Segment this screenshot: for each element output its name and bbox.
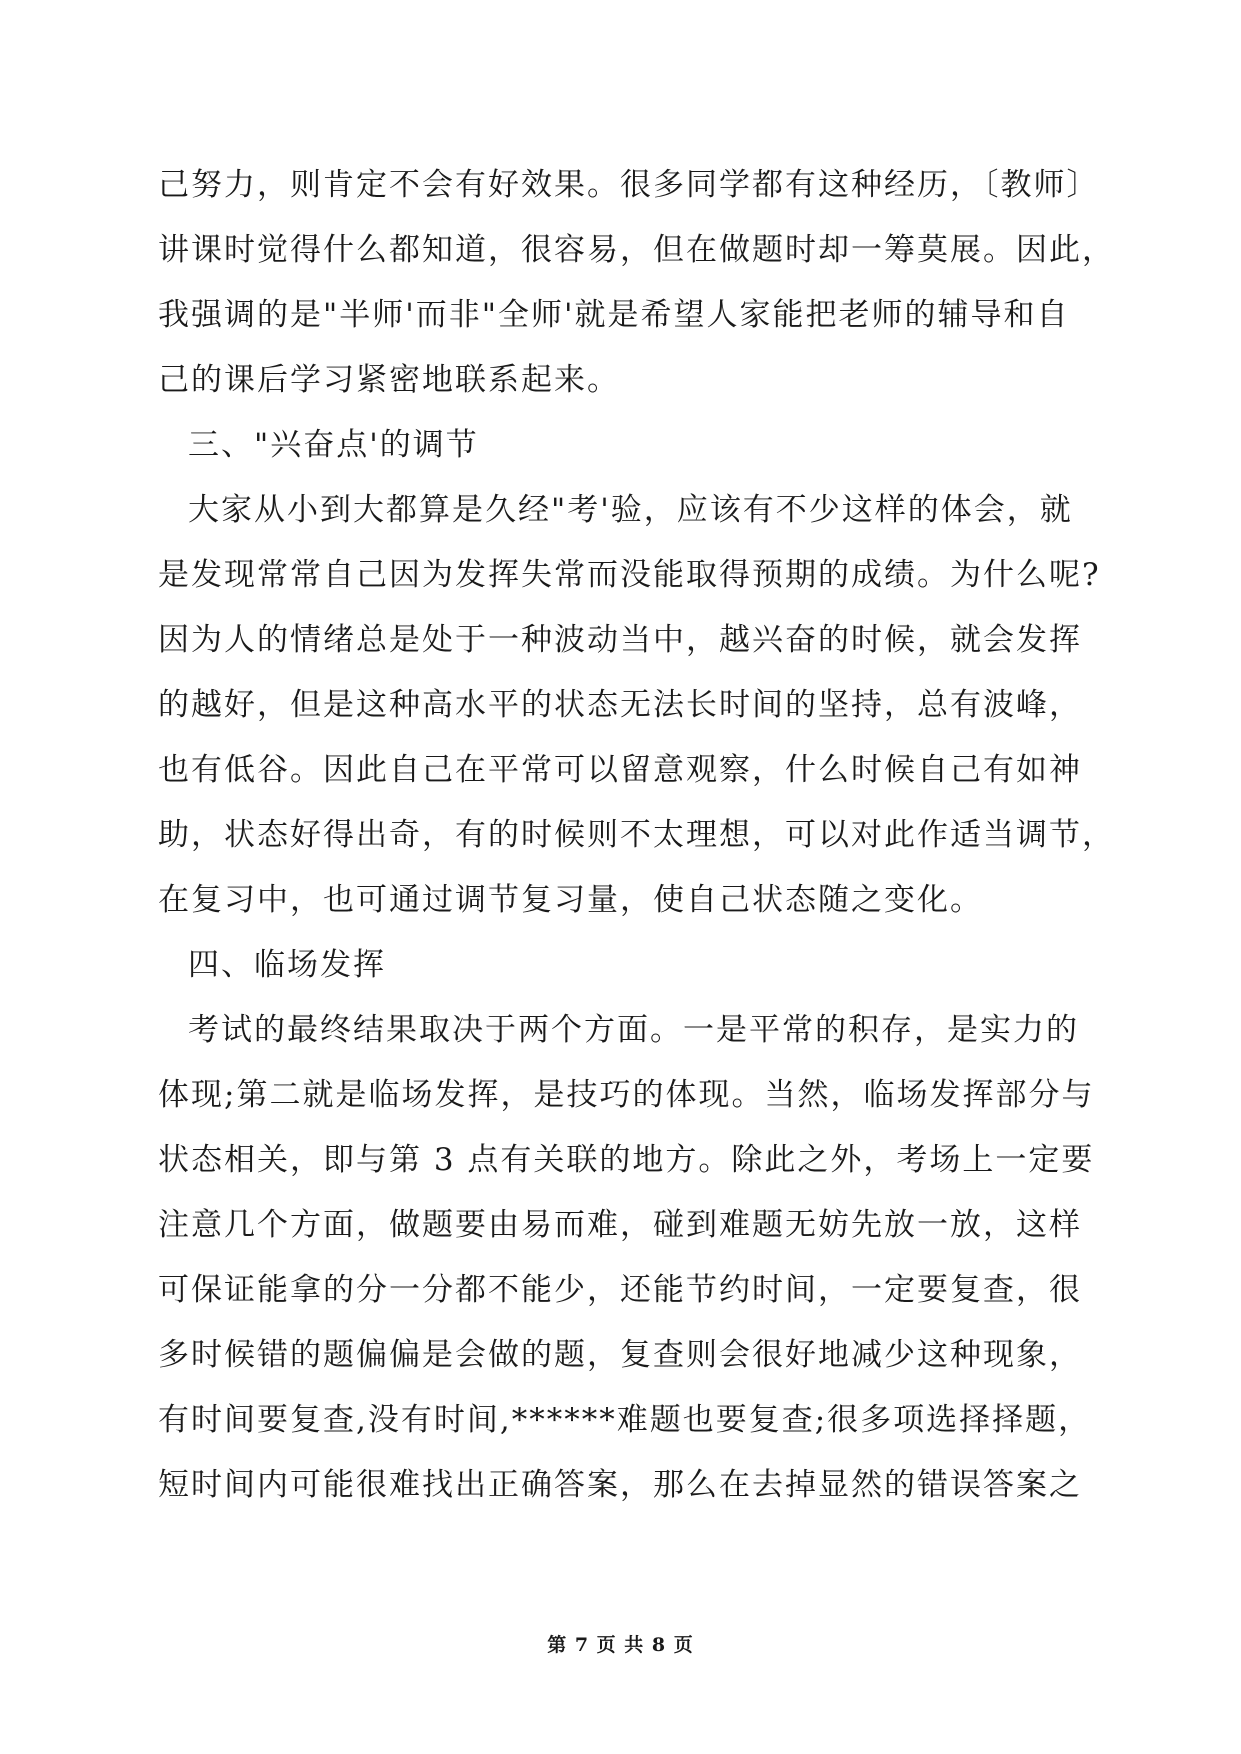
paragraph-line: 多时候错的题偏偏是会做的题，复查则会很好地减少这种现象，	[158, 1337, 1082, 1373]
page-footer: 第 7 页 共 8 页	[547, 1634, 694, 1656]
section-heading: 四、临场发挥	[188, 947, 386, 983]
paragraph-line: 体现;第二就是临场发挥，是技巧的体现。当然，临场发挥部分与	[158, 1077, 1095, 1113]
paragraph-line: 在复习中，也可通过调节复习量，使自己状态随之变化。	[158, 882, 983, 918]
paragraph-line: 是发现常常自己因为发挥失常而没能取得预期的成绩。为什么呢?	[158, 557, 1101, 593]
paragraph-line: 短时间内可能很难找出正确答案，那么在去掉显然的错误答案之	[158, 1467, 1082, 1503]
paragraph-line: 助，状态好得出奇，有的时候则不太理想，可以对此作适当调节，	[158, 817, 1115, 853]
paragraph-line: 因为人的情绪总是处于一种波动当中，越兴奋的时候，就会发挥	[158, 622, 1082, 658]
paragraph-line: 讲课时觉得什么都知道，很容易，但在做题时却一筹莫展。因此，	[158, 232, 1115, 268]
paragraph-line: 己努力，则肯定不会有好效果。很多同学都有这种经历，〔教师〕	[158, 167, 1100, 203]
paragraph-line: 大家从小到大都算是久经"考'验，应该有不少这样的体会，就	[188, 492, 1073, 528]
paragraph-line: 己的课后学习紧密地联系起来。	[158, 362, 620, 398]
paragraph-line: 我强调的是"半师'而非"全师'就是希望人家能把老师的辅导和自	[158, 297, 1070, 333]
paragraph-line: 也有低谷。因此自己在平常可以留意观察，什么时候自己有如神	[158, 752, 1082, 788]
paragraph-line: 考试的最终结果取决于两个方面。一是平常的积存，是实力的	[188, 1012, 1079, 1048]
section-heading: 三、"兴奋点'的调节	[188, 427, 479, 463]
paragraph-line: 可保证能拿的分一分都不能少，还能节约时间，一定要复查，很	[158, 1272, 1082, 1308]
paragraph-line: 状态相关，即与第 3 点有关联的地方。除此之外，考场上一定要	[158, 1142, 1095, 1178]
paragraph-line: 有时间要复查,没有时间,******难题也要复查;很多项选择择题，	[158, 1402, 1092, 1438]
paragraph-line: 的越好，但是这种高水平的状态无法长时间的坚持，总有波峰，	[158, 687, 1082, 723]
paragraph-line: 注意几个方面，做题要由易而难，碰到难题无妨先放一放，这样	[158, 1207, 1082, 1243]
